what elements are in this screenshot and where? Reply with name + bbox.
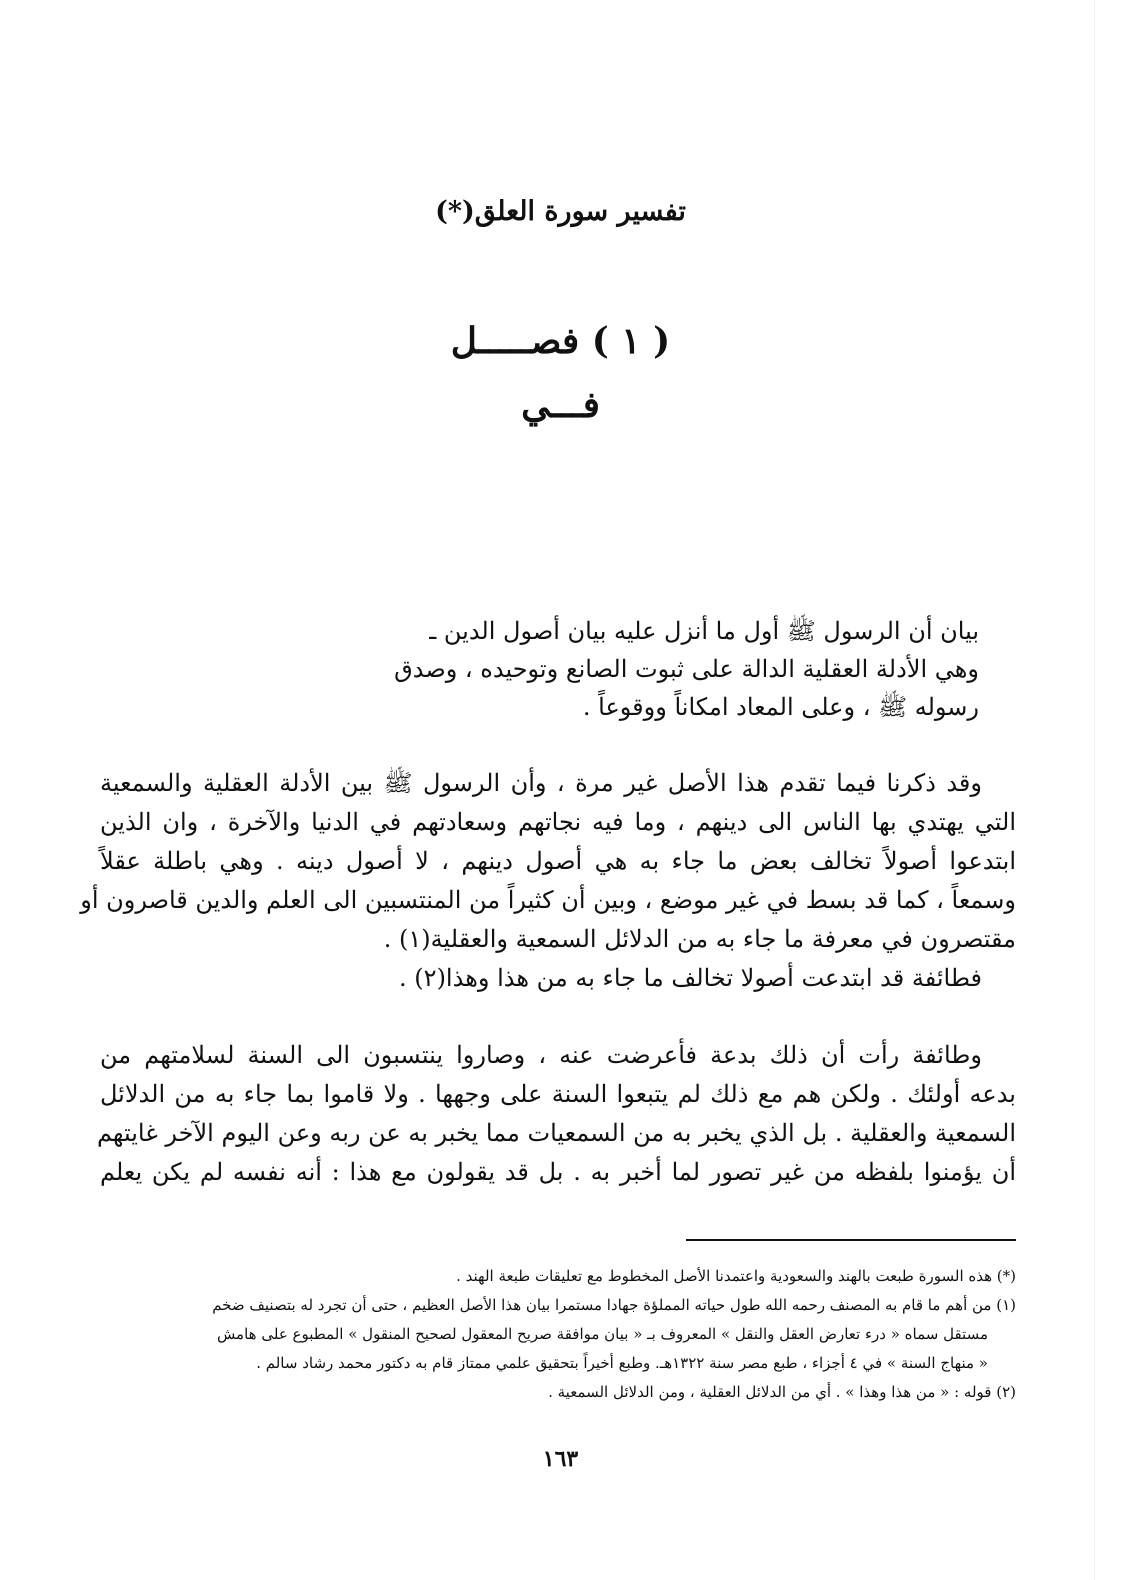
page-title: تفسير سورة العلق(*) xyxy=(435,196,686,227)
paragraph-line: فطائفة قد ابتدعت أصولا تخالف ما جاء به من هذا وهذا(٢) . xyxy=(399,964,982,992)
paragraph-line: وطائفة رأت أن ذلك بدعة فأعرضت عنه ، وصاروا ينتسبون الى السنة لسلامتهم من xyxy=(100,1041,982,1069)
section-intro xyxy=(339,612,979,726)
intro-line: وهي الأدلة العقلية الدالة على ثبوت الصانع وتوحيده ، وصدق xyxy=(394,655,979,683)
footnote-star: (*) هذه السورة طبعت بالهند والسعودية واعتمدنا الأصل المخطوط مع تعليقات طبعة الهند . xyxy=(456,1267,1016,1285)
paragraph-line: التي يهتدي بها الناس الى دينهم ، وما فيه نجاتهم وسعادتهم في الدنيا والآخرة ، وان الذين xyxy=(100,808,1016,836)
page-number: ١٦٣ xyxy=(542,1446,579,1472)
section-heading: ( ١ ) فصـــــل xyxy=(450,320,671,362)
footnote-2: (٢) قوله : « من هذا وهذا » . أي من الدلائل العقلية ، ومن الدلائل السمعية . xyxy=(548,1383,1016,1401)
paragraph-line: وسمعاً ، كما قد بسط في غير موضع ، وبين أن كثيراً من المنتسبين الى العلم والدين قاصرون أو xyxy=(80,886,1016,914)
paragraph-line: بدعه أولئك . ولكن هم مع ذلك لم يتبعوا السنة على وجهها . ولا قاموا بما جاء به من الدلائل xyxy=(100,1080,1016,1108)
footnote-1-continued: « منهاج السنة » في ٤ أجزاء ، طبع مصر سنة ١٣٢٢هـ. وطبع أخيراً بتحقيق علمي ممتاز قام به دكتور محمد رشاد سالم . xyxy=(256,1354,988,1372)
intro-line: رسوله ﷺ ، وعلى المعاد امكاناً ووقوعاً . xyxy=(582,693,979,721)
footnote-1: (١) من أهم ما قام به المصنف رحمه الله طول حياته المملؤة جهادا مستمرا بيان هذا الأصل العظيم ، حتى أن تجرد له بتصنيف ضخم xyxy=(212,1296,1016,1314)
footnote-divider xyxy=(686,1239,1016,1241)
paragraph-line: مقتصرون في معرفة ما جاء به من الدلائل السمعية والعقلية(١) . xyxy=(383,925,1016,953)
paragraph-line: السمعية والعقلية . بل الذي يخبر به من السمعيات مما يخبر به عن ربه وعن اليوم الآخر غايتهم xyxy=(96,1119,1016,1147)
section-subheading: فـــي xyxy=(521,384,600,426)
paragraph-line: وقد ذكرنا فيما تقدم هذا الأصل غير مرة ، وأن الرسول ﷺ بين الأدلة العقلية والسمعية xyxy=(100,769,982,797)
footnote-1-continued: مستقل سماه « درء تعارض العقل والنقل » المعروف بـ « بيان موافقة صريح المعقول لصحيح المنقول » المطبوع على هامش xyxy=(216,1325,988,1343)
footnotes xyxy=(100,1262,1016,1407)
paragraph-1 xyxy=(80,764,1016,998)
paragraph-line: أن يؤمنوا بلفظه من غير تصور لما أخبر به . بل قد يقولون مع هذا : أنه نفسه لم يكن يعلم xyxy=(100,1158,1016,1186)
intro-line: بيان أن الرسول ﷺ أول ما أنزل عليه بيان أصول الدين ـ xyxy=(429,617,979,645)
paragraph-line: ابتدعوا أصولاً تخالف بعض ما جاء به هي أصول دينهم ، لا أصول دينه . وهي باطلة عقلاً xyxy=(100,847,1016,875)
scan-edge-line xyxy=(1094,0,1095,1580)
paragraph-2 xyxy=(96,1036,1016,1192)
